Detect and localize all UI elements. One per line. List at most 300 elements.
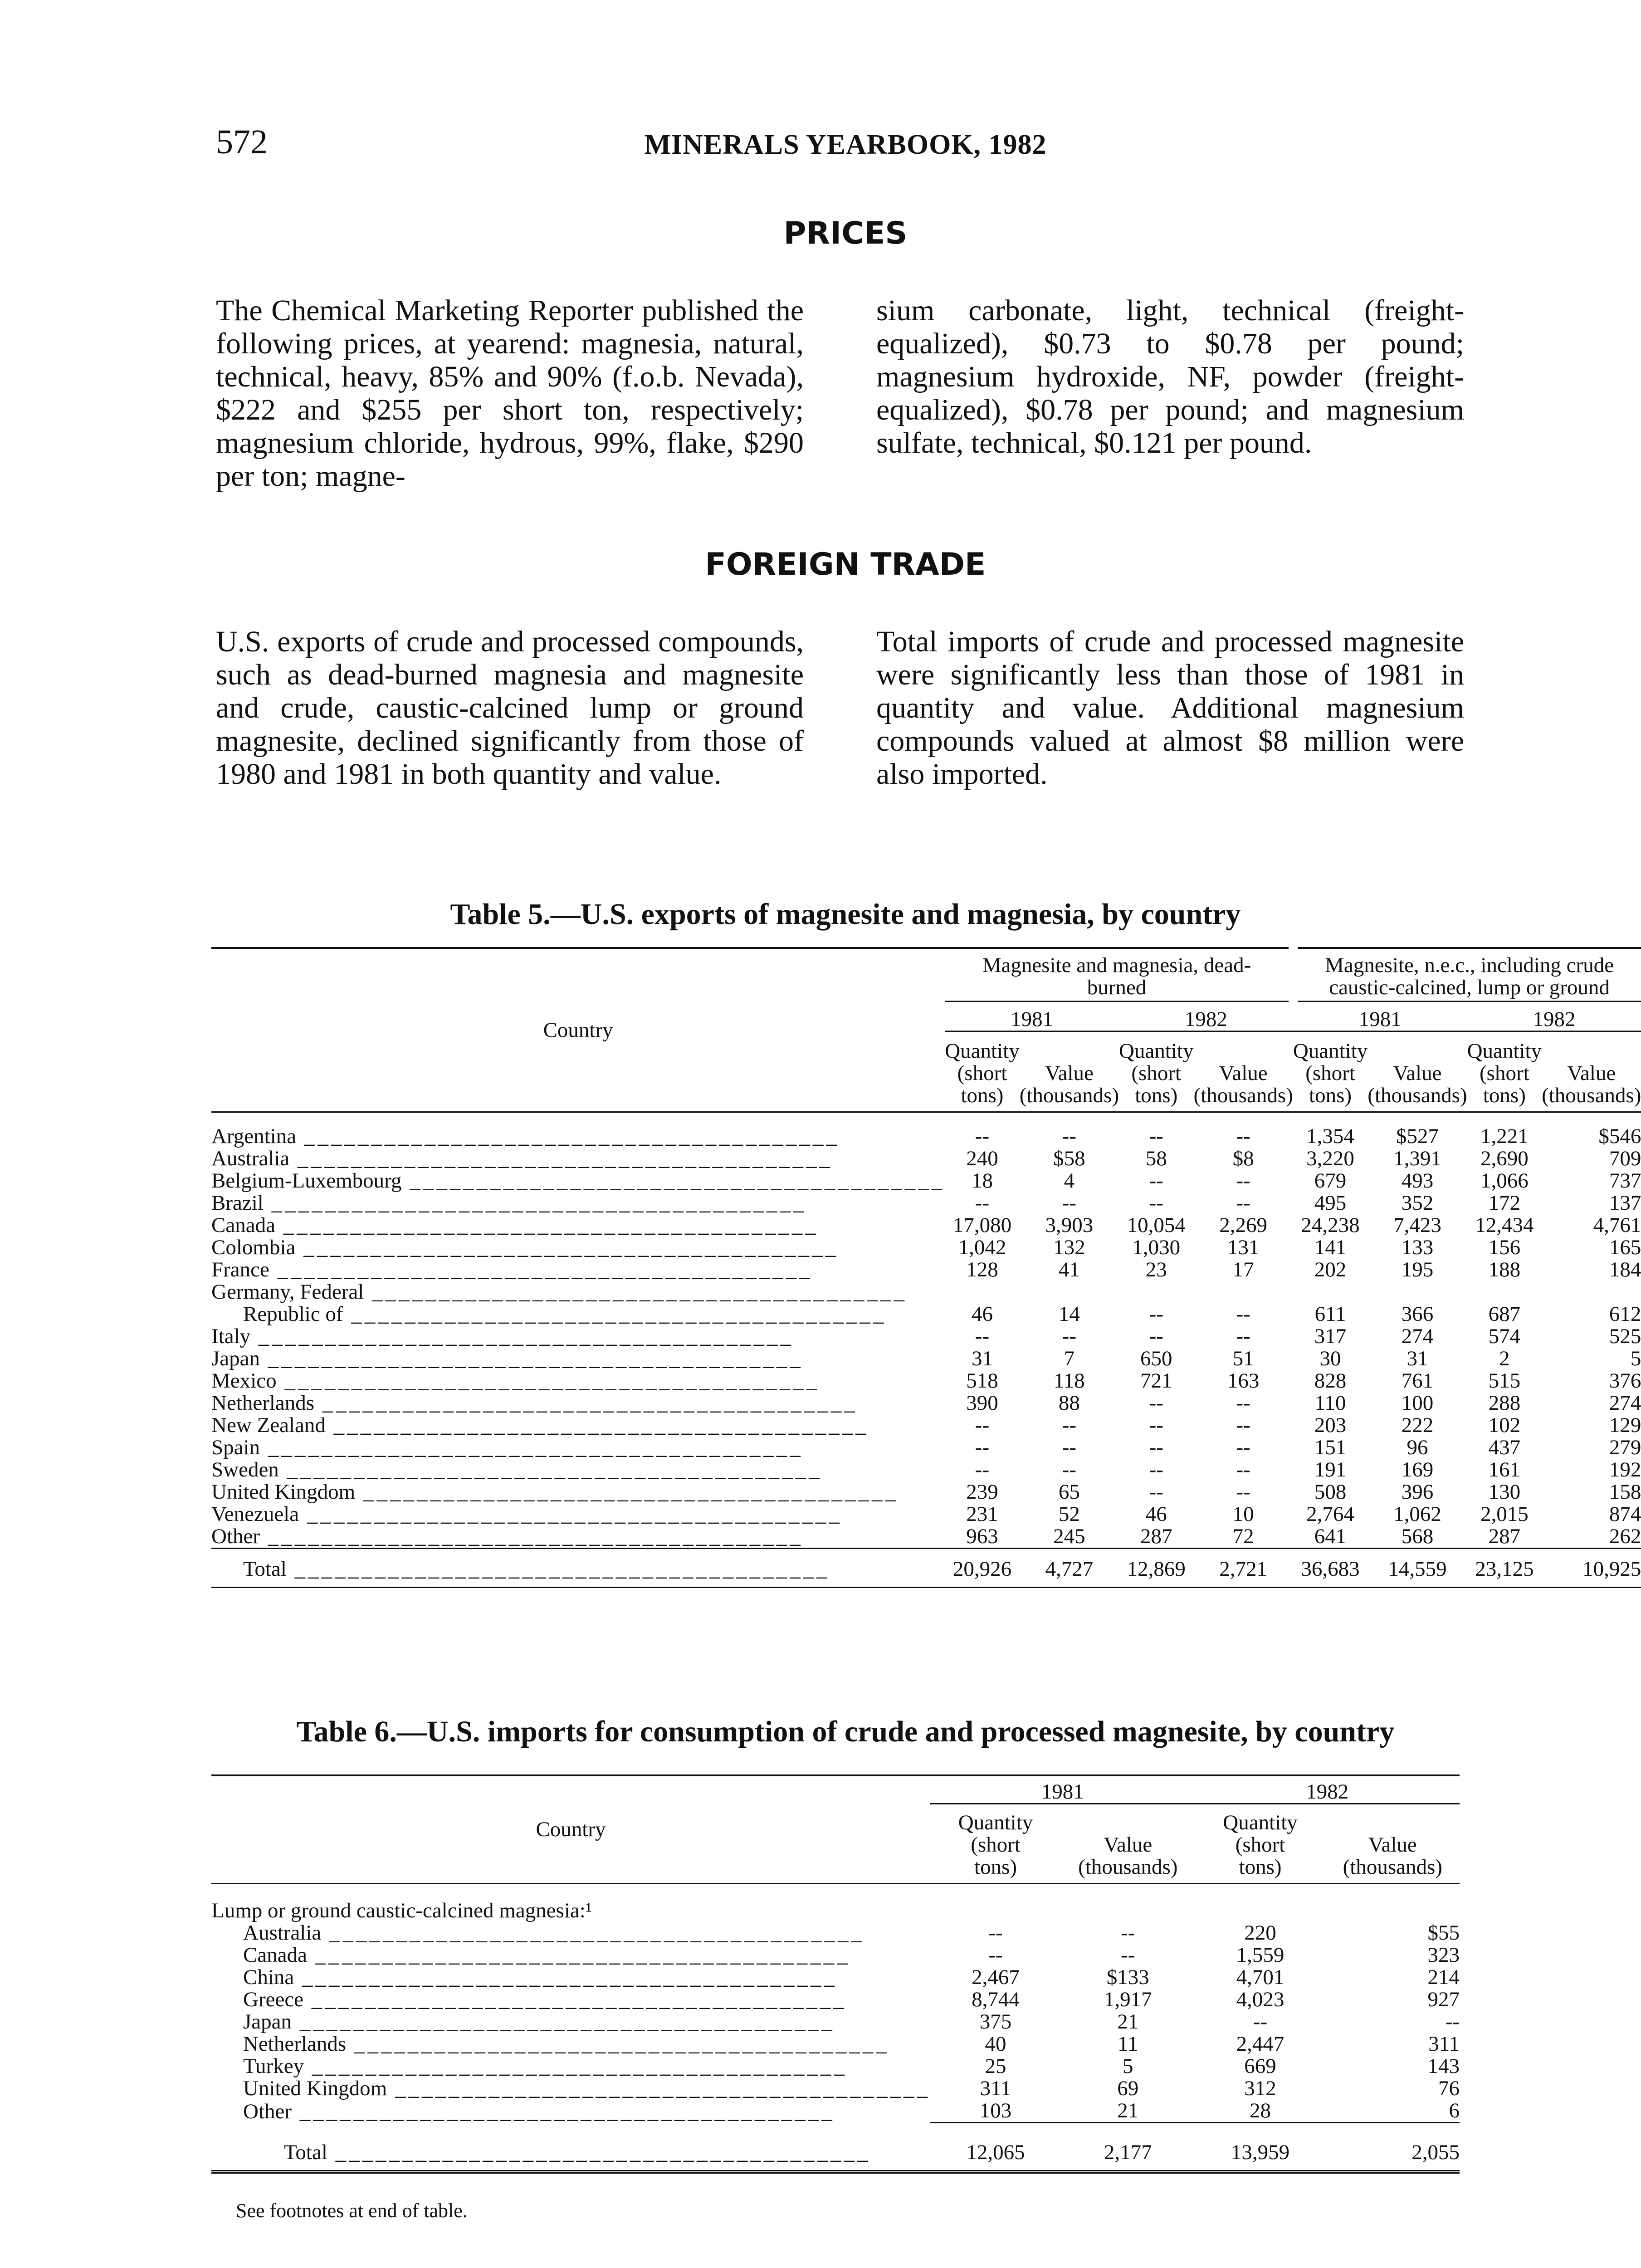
data-cell: 128 (966, 1258, 998, 1281)
leader-dots: ________________________________________ (321, 1921, 865, 1945)
table5-col-quantity: Quantity (short tons) (945, 1039, 1020, 1107)
table6-title: Table 6.—U.S. imports for consumption of crude and processed magnesite, by country (296, 1715, 1395, 1748)
data-cell: 203 (1314, 1413, 1347, 1437)
country-cell (211, 2123, 930, 2172)
table5-group1-header: Magnesite and magnesia, dead-burned (945, 948, 1293, 1002)
data-cell: 641 (1314, 1525, 1347, 1548)
data-cell: 137 (1609, 1191, 1641, 1215)
country-cell (211, 1170, 945, 1192)
data-cell: -- (988, 1921, 1003, 1945)
data-cell: 14 (1058, 1302, 1080, 1326)
country-name: New Zealand (211, 1413, 326, 1437)
data-cell: 2,690 (1480, 1147, 1529, 1170)
data-cell: -- (1149, 1480, 1163, 1504)
data-cell: 2,015 (1480, 1502, 1529, 1526)
table-row (211, 2011, 1460, 2033)
data-cell: -- (1236, 1413, 1250, 1437)
data-cell: 163 (1227, 1369, 1260, 1393)
data-cell: 103 (979, 2099, 1012, 2122)
leader-dots: ________________________________________ (299, 1502, 842, 1526)
total-cell: 2,055 (1326, 2123, 1460, 2172)
data-cell: 102 (1488, 1413, 1521, 1437)
table-row (211, 2033, 1460, 2055)
data-cell: -- (1149, 1413, 1163, 1437)
table6-year-1981: 1981 (930, 1775, 1195, 1804)
data-cell: 169 (1401, 1458, 1434, 1481)
leader-dots: ________________________________________ (355, 1480, 899, 1504)
data-cell: -- (1236, 1480, 1250, 1504)
leader-dots: ________________________________________ (387, 2077, 930, 2100)
data-cell: 375 (979, 2010, 1012, 2033)
country-cell (211, 1192, 945, 1214)
total-cell: 20,926 (952, 1557, 1012, 1581)
table-row (211, 1989, 1460, 2011)
data-cell: 612 (1609, 1302, 1641, 1326)
data-cell: 69 (1117, 2077, 1139, 2100)
total-cell: 13,959 (1195, 2123, 1325, 2172)
data-cell (945, 1281, 1019, 1303)
total-cell: 12,869 (1127, 1557, 1186, 1581)
table-row (211, 1414, 1641, 1437)
data-cell: 24,238 (1301, 1213, 1360, 1237)
data-cell: 311 (980, 2077, 1011, 2100)
table-row (211, 1437, 1641, 1459)
leader-dots: ________________________________________ (343, 1302, 887, 1326)
table6-col-quantity: Quantity (short tons) (1223, 1811, 1298, 1879)
leader-dots: ________________________________________ (364, 1280, 908, 1304)
data-cell: 6 (1449, 2099, 1460, 2122)
data-cell: 525 (1609, 1325, 1641, 1348)
country-cell (211, 1325, 945, 1348)
data-cell: 737 (1609, 1169, 1641, 1193)
country-cell (211, 1370, 945, 1392)
table5-col-value: Value (thousands) (1019, 1061, 1119, 1107)
table6 (211, 1774, 1460, 2174)
data-cell: -- (1236, 1436, 1250, 1459)
data-cell: 274 (1401, 1325, 1434, 1348)
data-cell: 12,434 (1475, 1213, 1534, 1237)
data-cell (1020, 1281, 1119, 1303)
data-cell: 437 (1488, 1436, 1521, 1459)
table6-body (211, 1884, 1460, 2172)
table5-g1-year-1981: 1981 (945, 1002, 1119, 1031)
data-cell: 76 (1438, 2077, 1460, 2100)
data-cell: 279 (1609, 1436, 1641, 1459)
data-cell: $546 (1598, 1124, 1641, 1148)
total-cell: 12,065 (930, 2123, 1061, 2172)
country-cell (211, 1237, 945, 1259)
leader-dots: ________________________________________ (286, 1557, 830, 1581)
data-cell: $133 (1106, 1965, 1149, 1989)
data-cell: -- (1062, 1436, 1077, 1459)
country-name: Colombia (211, 1236, 296, 1259)
data-cell: 46 (1145, 1502, 1167, 1526)
country-name: Germany, Federal (211, 1280, 364, 1304)
table5-g2-year-1981: 1981 (1293, 1002, 1467, 1031)
table6-col-value: Value (thousands) (1343, 1833, 1442, 1879)
country-name: United Kingdom (243, 2077, 387, 2100)
country-cell (211, 1348, 945, 1370)
table-row (211, 1303, 1641, 1325)
leader-dots: ________________________________________ (307, 1943, 850, 1967)
data-cell: 4,701 (1236, 1965, 1284, 1989)
data-cell: 1,042 (958, 1236, 1006, 1259)
data-cell: 323 (1427, 1943, 1460, 1967)
data-cell: -- (1445, 2010, 1460, 2033)
table6-col-quantity: Quantity (short tons) (958, 1811, 1033, 1879)
data-cell: 518 (966, 1369, 998, 1393)
data-cell: 515 (1488, 1369, 1521, 1393)
data-cell: 188 (1488, 1258, 1521, 1281)
country-name: Sweden (211, 1458, 279, 1481)
leader-dots: ________________________________________ (296, 1124, 840, 1148)
country-name: France (211, 1258, 269, 1281)
country-name: Australia (243, 1921, 322, 1945)
data-cell: 687 (1488, 1302, 1521, 1326)
country-cell (211, 1966, 930, 1989)
data-cell: 7,423 (1393, 1213, 1441, 1237)
leader-dots: ________________________________________ (260, 1347, 803, 1370)
data-cell: 1,066 (1480, 1169, 1529, 1193)
total-cell: 2,721 (1219, 1557, 1268, 1581)
leader-dots: ________________________________________ (346, 2032, 889, 2056)
country-cell (211, 1922, 930, 1944)
running-title: MINERALS YEARBOOK, 1982 (644, 129, 1047, 160)
country-cell (211, 2055, 930, 2077)
data-cell: 5 (1630, 1347, 1641, 1370)
data-cell: 143 (1427, 2054, 1460, 2078)
data-cell: 927 (1427, 1988, 1460, 2011)
data-cell: 184 (1609, 1258, 1641, 1281)
prices-right-paragraph: sium carbonate, light, technical (freight-equalized), $0.73 to $0.78 per pound; magnesium hydroxide, NF, powder (freight-equalized), $0.78 per pound; and magnesium sulfate, technical, $0.121 per pound. (876, 294, 1464, 459)
data-cell: 568 (1401, 1525, 1434, 1548)
table-row (211, 1325, 1641, 1348)
table5-body (211, 1112, 1641, 1588)
data-cell: 650 (1140, 1347, 1172, 1370)
data-cell: 1,221 (1480, 1124, 1529, 1148)
data-cell: 874 (1609, 1502, 1641, 1526)
foreign-trade-columns (216, 625, 1464, 791)
country-cell (211, 1214, 945, 1237)
data-cell: 172 (1488, 1191, 1521, 1215)
data-cell (1542, 1281, 1641, 1303)
total-row (211, 1549, 1641, 1588)
data-cell: 317 (1314, 1325, 1347, 1348)
country-name: Italy (211, 1325, 251, 1348)
country-name: Spain (211, 1436, 260, 1459)
data-cell (1467, 1281, 1542, 1303)
total-row (211, 2123, 1460, 2172)
data-cell: -- (1236, 1302, 1250, 1326)
table-row (211, 1944, 1460, 1966)
data-cell: -- (975, 1436, 990, 1459)
country-name: Brazil (211, 1191, 264, 1215)
data-cell: 41 (1058, 1258, 1080, 1281)
country-cell (211, 1549, 945, 1588)
country-cell (211, 1414, 945, 1437)
country-name: Greece (243, 1988, 304, 2011)
data-cell: -- (1236, 1191, 1250, 1215)
country-name: Venezuela (211, 1502, 299, 1526)
table5-g1-year-1982: 1982 (1119, 1002, 1293, 1031)
country-name: Other (211, 1525, 260, 1548)
data-cell: 963 (966, 1525, 998, 1548)
country-cell (211, 2033, 930, 2055)
total-cell: 14,559 (1388, 1557, 1447, 1581)
data-cell: -- (1236, 1458, 1250, 1481)
data-cell: 129 (1609, 1413, 1641, 1437)
leader-dots: ________________________________________ (276, 1369, 820, 1393)
total-cell: 23,125 (1475, 1557, 1534, 1581)
country-name: Other (243, 2099, 292, 2123)
data-cell: 2,764 (1306, 1502, 1354, 1526)
data-cell: 1,917 (1104, 1988, 1152, 2011)
data-cell (1293, 1281, 1368, 1303)
data-cell: -- (1062, 1413, 1077, 1437)
table-row (211, 1348, 1641, 1370)
data-cell: 156 (1488, 1236, 1521, 1259)
table-row (211, 1503, 1641, 1525)
data-cell: 8,744 (972, 1988, 1020, 2011)
table-row (211, 1966, 1460, 1989)
leader-dots: ________________________________________ (401, 1169, 945, 1193)
data-cell: 2,467 (972, 1965, 1020, 1989)
prices-columns (216, 294, 1464, 493)
data-cell: 17,080 (952, 1213, 1012, 1237)
data-cell: 88 (1058, 1391, 1080, 1415)
table5-col-quantity: Quantity (short tons) (1293, 1039, 1368, 1107)
data-cell: 191 (1314, 1458, 1347, 1481)
table5-col-value: Value (thousands) (1368, 1061, 1467, 1107)
data-cell: 96 (1407, 1436, 1428, 1459)
data-cell: 574 (1488, 1325, 1521, 1348)
country-name: China (243, 1965, 294, 1989)
data-cell: -- (1121, 1921, 1135, 1945)
table-row (211, 2055, 1460, 2077)
data-cell: -- (1253, 2010, 1268, 2033)
data-cell: $58 (1053, 1147, 1085, 1170)
leader-dots: ________________________________________ (325, 1413, 869, 1437)
data-cell: 141 (1314, 1236, 1347, 1259)
data-cell (1368, 1281, 1467, 1303)
data-cell: 158 (1609, 1480, 1641, 1504)
data-cell: 151 (1314, 1436, 1347, 1459)
data-cell: 10,054 (1127, 1213, 1186, 1237)
data-cell: 31 (971, 1347, 993, 1370)
data-cell: -- (1149, 1325, 1163, 1348)
data-cell: 366 (1401, 1302, 1434, 1326)
data-cell: 1,062 (1393, 1502, 1441, 1526)
table-row (211, 1148, 1641, 1170)
country-cell (211, 1437, 945, 1459)
data-cell: 165 (1609, 1236, 1641, 1259)
table5-title: Table 5.—U.S. exports of magnesite and magnesia, by country (450, 898, 1241, 931)
data-cell: 110 (1314, 1391, 1346, 1415)
data-cell: -- (1236, 1169, 1250, 1193)
data-cell: 311 (1428, 2032, 1460, 2056)
data-cell: 3,903 (1045, 1213, 1094, 1237)
data-cell: -- (975, 1325, 990, 1348)
table-row (211, 1259, 1641, 1281)
country-cell (211, 1125, 945, 1148)
data-cell (1194, 1281, 1293, 1303)
country-name: Japan (243, 2010, 292, 2033)
data-cell: 10 (1232, 1502, 1254, 1526)
country-name: Mexico (211, 1369, 277, 1393)
table-row (211, 1370, 1641, 1392)
data-cell: $527 (1396, 1124, 1439, 1148)
data-cell: 287 (1488, 1525, 1521, 1548)
table-row (211, 2077, 1460, 2100)
data-cell: 222 (1401, 1413, 1434, 1437)
country-name: Republic of (243, 1302, 343, 1326)
data-cell: -- (1149, 1391, 1163, 1415)
data-cell: 130 (1488, 1480, 1521, 1504)
data-cell: 390 (966, 1391, 998, 1415)
table-row (211, 1170, 1641, 1192)
data-cell: 72 (1232, 1525, 1254, 1548)
page-number: 572 (216, 123, 268, 161)
data-cell: -- (1236, 1325, 1250, 1348)
data-cell: 493 (1401, 1169, 1434, 1193)
table6-year-1982: 1982 (1195, 1775, 1460, 1804)
leader-dots: ________________________________________ (275, 1213, 819, 1237)
data-cell: 288 (1488, 1391, 1521, 1415)
country-name: Netherlands (211, 1391, 315, 1415)
data-cell: -- (1149, 1124, 1163, 1148)
country-cell (211, 1259, 945, 1281)
country-name: United Kingdom (211, 1480, 356, 1504)
foreign-trade-right-paragraph: Total imports of crude and processed magnesite were significantly less than those of 1981 in quantity and value. Additional magnesium compounds valued at almost $8 million were also imported. (876, 625, 1464, 791)
foreign-trade-left-paragraph: U.S. exports of crude and processed compounds, such as dead-burned magnesia and magnesite and crude, caustic-calcined lump or ground magnesite, declined significantly from those of 1980 and 1981 in both quantity and value. (216, 625, 804, 791)
data-cell: -- (988, 1943, 1003, 1967)
data-cell: 133 (1401, 1236, 1434, 1259)
leader-dots: ________________________________________ (289, 1147, 833, 1170)
country-cell (211, 2100, 930, 2123)
data-cell: 58 (1145, 1147, 1167, 1170)
table5-country-header: Country (543, 1018, 613, 1042)
data-cell: 508 (1314, 1480, 1347, 1504)
data-cell: 118 (1053, 1369, 1085, 1393)
country-cell (211, 1944, 930, 1966)
data-cell: 5 (1123, 2054, 1133, 2078)
data-cell: 4,023 (1236, 1988, 1284, 2011)
foreign-trade-heading: FOREIGN TRADE (705, 547, 986, 582)
data-cell: -- (1236, 1124, 1250, 1148)
leader-dots: ________________________________________ (292, 2010, 835, 2033)
leader-dots: ________________________________________ (304, 2054, 847, 2078)
table-row (211, 1459, 1641, 1481)
data-cell: 4 (1064, 1169, 1075, 1193)
data-cell: -- (1149, 1169, 1163, 1193)
data-cell: 721 (1140, 1369, 1172, 1393)
data-cell: 17 (1232, 1258, 1254, 1281)
table-row (211, 1481, 1641, 1503)
data-cell: 30 (1319, 1347, 1341, 1370)
country-cell (211, 1989, 930, 2011)
data-cell: -- (1149, 1458, 1163, 1481)
group-label: Lump or ground caustic-calcined magnesia:¹ (211, 1899, 592, 1922)
data-cell: 396 (1401, 1480, 1434, 1504)
data-cell: 214 (1427, 1965, 1460, 1989)
data-cell: 21 (1117, 2099, 1139, 2122)
data-cell: 1,391 (1393, 1147, 1441, 1170)
leader-dots: ________________________________________ (327, 2141, 871, 2164)
data-cell: -- (975, 1413, 990, 1437)
country-cell (211, 1281, 945, 1303)
data-cell: 65 (1058, 1480, 1080, 1504)
total-cell: 4,727 (1045, 1557, 1094, 1581)
leader-dots: ________________________________________ (303, 1988, 847, 2011)
data-cell: -- (1062, 1191, 1077, 1215)
data-cell: 231 (966, 1502, 998, 1526)
data-cell: 21 (1117, 2010, 1139, 2033)
data-cell: 25 (985, 2054, 1006, 2078)
data-cell: 611 (1314, 1302, 1346, 1326)
country-name: Canada (211, 1213, 275, 1237)
data-cell: 1,354 (1306, 1124, 1354, 1148)
table5-group2-header: Magnesite, n.e.c., including crude caustic-calcined, lump or ground (1293, 948, 1641, 1002)
data-cell: 131 (1227, 1236, 1260, 1259)
data-cell: 262 (1609, 1525, 1641, 1548)
table6-country-header: Country (536, 1818, 606, 1841)
data-cell: 7 (1064, 1347, 1075, 1370)
data-cell: 240 (966, 1147, 998, 1170)
data-cell: -- (975, 1191, 990, 1215)
leader-dots: ________________________________________ (263, 1191, 807, 1215)
country-cell (211, 2011, 930, 2033)
country-cell (211, 1148, 945, 1170)
data-cell: -- (975, 1458, 990, 1481)
data-cell: 239 (966, 1480, 998, 1504)
data-cell: 828 (1314, 1369, 1347, 1393)
data-cell: 4,761 (1593, 1213, 1641, 1237)
country-name: Canada (243, 1943, 307, 1967)
table5-col-value: Value (thousands) (1542, 1061, 1641, 1107)
data-cell: 1,030 (1132, 1236, 1181, 1259)
page-header (216, 122, 1475, 172)
table-row (211, 1281, 1641, 1303)
prices-left-paragraph: The Chemical Marketing Reporter published the following prices, at yearend: magnesia, natural, technical, heavy, 85% and 90% (f.o.b. Nevada), $222 and $255 per short ton, respectively; magnesium chloride, hydrous, 99%, flake, $290 per ton; magne- (216, 294, 804, 493)
table6-col-value: Value (thousands) (1078, 1833, 1178, 1879)
country-cell (211, 1503, 945, 1525)
table5-col-quantity: Quantity (short tons) (1119, 1039, 1194, 1107)
leader-dots: ________________________________________ (294, 1965, 838, 1989)
data-cell: 287 (1140, 1525, 1172, 1548)
data-cell: 31 (1407, 1347, 1428, 1370)
table-row (211, 1525, 1641, 1549)
table5 (211, 947, 1641, 1588)
data-cell (1119, 1281, 1193, 1303)
country-cell (211, 1525, 945, 1549)
data-cell: 52 (1058, 1502, 1080, 1526)
leader-dots: ________________________________________ (269, 1258, 813, 1281)
total-cell: 2,177 (1061, 2123, 1195, 2172)
country-name: Turkey (243, 2054, 304, 2078)
data-cell: 23 (1145, 1258, 1167, 1281)
data-cell: 1,559 (1236, 1943, 1284, 1967)
leader-dots: ________________________________________ (314, 1391, 858, 1415)
data-cell: 220 (1244, 1921, 1276, 1945)
table-row (211, 1192, 1641, 1214)
table-row (211, 1237, 1641, 1259)
data-cell: 679 (1314, 1169, 1347, 1193)
data-cell: 376 (1609, 1369, 1641, 1393)
data-cell: 132 (1053, 1236, 1085, 1259)
data-cell: 3,220 (1306, 1147, 1354, 1170)
table5-col-quantity: Quantity (short tons) (1467, 1039, 1542, 1107)
data-cell: -- (1149, 1302, 1163, 1326)
